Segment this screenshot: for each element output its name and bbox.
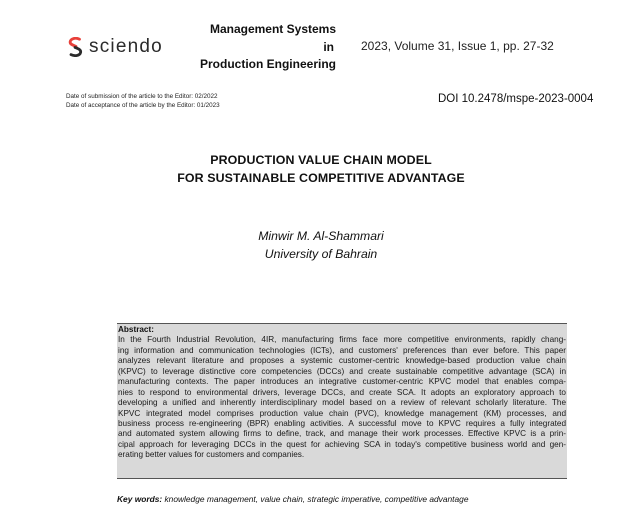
acceptance-date: Date of acceptance of the article by the Editor: 01/2023 xyxy=(66,101,220,109)
article-dates xyxy=(66,93,220,110)
title-line: FOR SUSTAINABLE COMPETITIVE ADVANTAGE xyxy=(177,171,465,185)
journal-line: in xyxy=(323,39,334,54)
abstract-line: manufacturing contexts. The paper introduces an integrative customer-centric KPVC model that enables compa- xyxy=(118,377,566,387)
publisher-logo xyxy=(67,36,163,58)
abstract-line: In the Fourth Industrial Revolution, 4IR, manufacturing firms face more competitive environments, rapidly chang- xyxy=(118,335,566,345)
journal-line: Production Engineering xyxy=(199,57,336,71)
abstract-line: ing information and communication technologies (ICTs), and customers' preferences than ever before. This paper xyxy=(118,345,566,355)
abstract-line: cipal approach for leveraging DCCs in the quest for achieving SCA in today's competitive business world and gen- xyxy=(118,439,566,449)
abstract-line: and automated system allowing firms to define, track, and manage their work processes. Effective KPVC is a prin- xyxy=(118,429,566,439)
title-line: PRODUCTION VALUE CHAIN MODEL xyxy=(210,153,432,167)
abstract-line: KPVC integrated model comprises production value chain (PVC), knowledge management (KM) processes, and xyxy=(118,408,566,418)
author-name: Minwir M. Al-Shammari xyxy=(258,229,384,243)
abstract-heading: Abstract: xyxy=(118,325,154,334)
abstract-line: analyzes relevant literature and proposes a systemic customer-centric knowledge-based production value chain xyxy=(118,356,566,366)
citation: 2023, Volume 31, Issue 1, pp. 27-32 xyxy=(361,39,554,53)
keywords-text: knowledge management, value chain, strategic imperative, competitive advantage xyxy=(164,494,469,504)
article-title xyxy=(0,151,642,187)
author-affiliation: University of Bahrain xyxy=(264,247,378,261)
abstract-line: erating better values for customers and companies. xyxy=(118,450,305,460)
abstract-line: (KPVC) to leverage distinctive core competencies (DCCs) and create sustainable competitive advantage (SCA) in xyxy=(118,366,566,376)
journal-name xyxy=(190,21,336,74)
keywords xyxy=(117,494,468,504)
abstract-line: developing a unified and inherently interdisciplinary model based on a review of relevant scholarly literature. The xyxy=(118,398,566,408)
submission-date: Date of submission of the article to the Editor: 02/2022 xyxy=(66,93,218,100)
keywords-label: Key words: xyxy=(117,494,163,504)
author-block xyxy=(0,227,642,263)
abstract-box xyxy=(117,323,567,479)
doi: DOI 10.2478/mspe-2023-0004 xyxy=(438,93,594,105)
publisher-name: sciendo xyxy=(89,36,163,57)
abstract-line: business process re-engineering (BPR) enabling activities. A successful move to KPVC requires a fully integrated xyxy=(118,419,566,429)
abstract-line: nies to respond to environmental drivers, leverage DCCs, and create SCA. It adopts an exploratory approach to xyxy=(118,387,566,397)
abstract-body xyxy=(118,335,566,460)
journal-line: Management Systems xyxy=(209,22,336,36)
sciendo-logo-icon xyxy=(67,37,84,57)
